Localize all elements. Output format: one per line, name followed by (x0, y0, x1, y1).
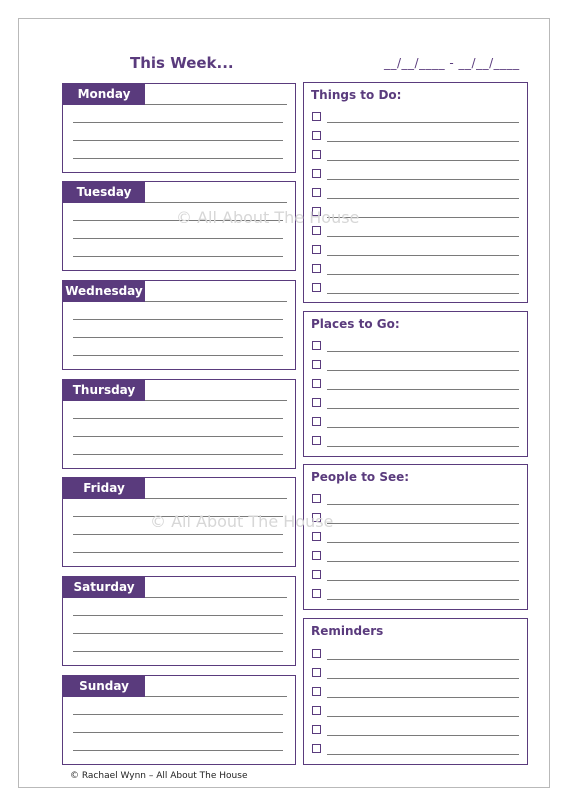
day-box-wednesday (62, 280, 296, 370)
writing-line (327, 735, 519, 736)
writing-line (73, 534, 283, 535)
section-title: Things to Do: (311, 88, 402, 102)
watermark: © All About The House (176, 208, 360, 227)
checkbox-row (312, 226, 519, 240)
checkbox[interactable] (312, 379, 321, 388)
checkbox[interactable] (312, 725, 321, 734)
writing-line (73, 552, 283, 553)
checkbox[interactable] (312, 687, 321, 696)
day-label: Saturday (63, 577, 145, 598)
writing-line (73, 238, 283, 239)
watermark: © All About The House (150, 512, 334, 531)
checkbox-row (312, 283, 519, 297)
section-title: People to See: (311, 470, 410, 484)
section-places-to-go (303, 311, 528, 457)
checkbox[interactable] (312, 131, 321, 140)
checkbox-row (312, 706, 519, 720)
day-label: Friday (63, 478, 145, 499)
checkbox-row (312, 112, 519, 126)
checkbox-row (312, 417, 519, 431)
checkbox-row (312, 341, 519, 355)
writing-line (327, 293, 519, 294)
day-label: Wednesday (63, 281, 145, 302)
writing-line (327, 408, 519, 409)
writing-line (327, 198, 519, 199)
writing-line (327, 697, 519, 698)
day-label: Thursday (63, 380, 145, 401)
checkbox[interactable] (312, 112, 321, 121)
checkbox[interactable] (312, 494, 321, 503)
checkbox[interactable] (312, 226, 321, 235)
writing-line (73, 633, 283, 634)
writing-line (327, 274, 519, 275)
checkbox[interactable] (312, 245, 321, 254)
writing-line (327, 160, 519, 161)
writing-line (73, 615, 283, 616)
writing-line (327, 523, 519, 524)
checkbox[interactable] (312, 264, 321, 273)
day-header-line (145, 202, 287, 203)
writing-line (327, 599, 519, 600)
day-header-line (145, 400, 287, 401)
checkbox[interactable] (312, 706, 321, 715)
writing-line (73, 436, 283, 437)
day-label: Tuesday (63, 182, 145, 203)
checkbox[interactable] (312, 360, 321, 369)
checkbox[interactable] (312, 532, 321, 541)
writing-line (73, 732, 283, 733)
checkbox-row (312, 188, 519, 202)
day-box-saturday (62, 576, 296, 666)
checkbox-row (312, 245, 519, 259)
checkbox[interactable] (312, 668, 321, 677)
writing-line (73, 651, 283, 652)
checkbox[interactable] (312, 169, 321, 178)
writing-line (327, 236, 519, 237)
writing-line (73, 750, 283, 751)
day-header-line (145, 597, 287, 598)
writing-line (327, 389, 519, 390)
writing-line (327, 754, 519, 755)
date-range-field: __/__/____ - __/__/____ (384, 56, 520, 70)
writing-line (73, 122, 283, 123)
day-header-line (145, 104, 287, 105)
day-box-sunday (62, 675, 296, 765)
checkbox-row (312, 725, 519, 739)
checkbox[interactable] (312, 436, 321, 445)
checkbox-row (312, 744, 519, 758)
writing-line (327, 678, 519, 679)
day-header-line (145, 301, 287, 302)
writing-line (327, 370, 519, 371)
writing-line (327, 427, 519, 428)
checkbox[interactable] (312, 589, 321, 598)
writing-line (73, 140, 283, 141)
checkbox[interactable] (312, 649, 321, 658)
checkbox-row (312, 513, 519, 527)
checkbox-row (312, 264, 519, 278)
day-box-monday (62, 83, 296, 173)
writing-line (327, 141, 519, 142)
day-header-line (145, 498, 287, 499)
checkbox-row (312, 551, 519, 565)
writing-line (327, 561, 519, 562)
checkbox-row (312, 360, 519, 374)
section-reminders (303, 618, 528, 765)
writing-line (327, 122, 519, 123)
section-title: Reminders (311, 624, 384, 638)
checkbox-row (312, 589, 519, 603)
writing-line (73, 454, 283, 455)
checkbox[interactable] (312, 150, 321, 159)
checkbox-row (312, 150, 519, 164)
checkbox-row (312, 379, 519, 393)
writing-line (327, 255, 519, 256)
writing-line (327, 716, 519, 717)
writing-line (327, 504, 519, 505)
checkbox-row (312, 131, 519, 145)
writing-line (73, 337, 283, 338)
checkbox-row (312, 570, 519, 584)
day-label: Monday (63, 84, 145, 105)
checkbox[interactable] (312, 570, 321, 579)
checkbox-row (312, 436, 519, 450)
section-things-to-do (303, 82, 528, 303)
writing-line (73, 158, 283, 159)
checkbox-row (312, 687, 519, 701)
section-people-to-see (303, 464, 528, 610)
writing-line (73, 355, 283, 356)
writing-line (327, 446, 519, 447)
day-label: Sunday (63, 676, 145, 697)
checkbox-row (312, 649, 519, 663)
footer-credit: © Rachael Wynn – All About The House (70, 771, 248, 781)
checkbox-row (312, 494, 519, 508)
writing-line (327, 659, 519, 660)
writing-line (73, 714, 283, 715)
writing-line (73, 319, 283, 320)
writing-line (327, 179, 519, 180)
checkbox[interactable] (312, 417, 321, 426)
page-title: This Week... (130, 54, 234, 72)
checkbox[interactable] (312, 341, 321, 350)
checkbox-row (312, 532, 519, 546)
checkbox[interactable] (312, 551, 321, 560)
writing-line (327, 542, 519, 543)
checkbox[interactable] (312, 188, 321, 197)
day-box-thursday (62, 379, 296, 469)
writing-line (73, 418, 283, 419)
writing-line (327, 580, 519, 581)
writing-line (73, 256, 283, 257)
checkbox[interactable] (312, 283, 321, 292)
checkbox-row (312, 169, 519, 183)
checkbox-row (312, 398, 519, 412)
checkbox-row (312, 668, 519, 682)
checkbox[interactable] (312, 744, 321, 753)
checkbox[interactable] (312, 398, 321, 407)
writing-line (327, 351, 519, 352)
section-title: Places to Go: (311, 317, 400, 331)
day-header-line (145, 696, 287, 697)
